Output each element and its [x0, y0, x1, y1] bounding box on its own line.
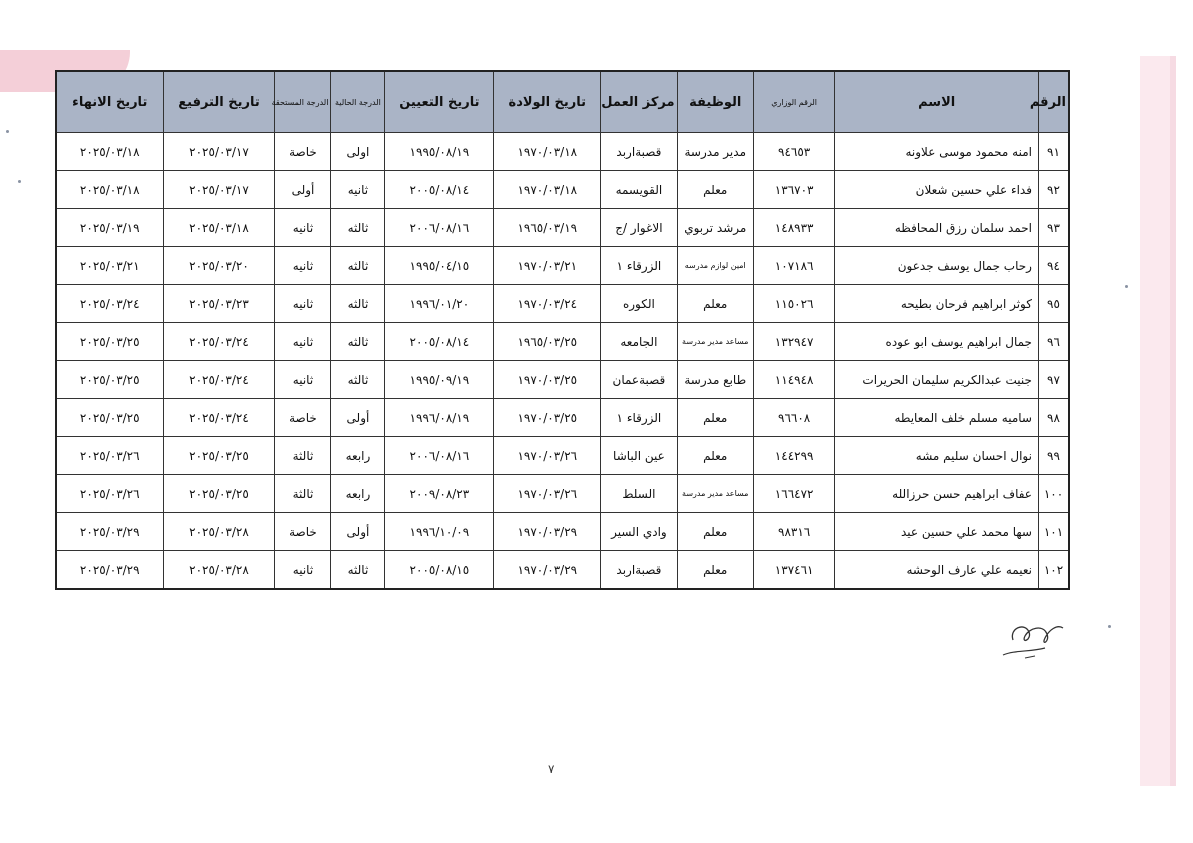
cell-promotion-date: ٢٠٢٥/٠٣/٢٤	[163, 361, 275, 399]
cell-birth-date: ١٩٧٠/٠٣/٢٤	[494, 285, 601, 323]
cell-end-date: ٢٠٢٥/٠٣/٢٥	[56, 361, 163, 399]
cell-appointment-date: ١٩٩٥/٠٤/١٥	[385, 247, 494, 285]
cell-row-number: ١٠٢	[1038, 551, 1069, 590]
table-row	[56, 323, 1069, 361]
cell-employee-name: رحاب جمال يوسف جدعون	[835, 247, 1039, 285]
cell-row-number: ٩٩	[1038, 437, 1069, 475]
header-end-date: تاريخ الانهاء	[56, 71, 163, 133]
cell-job-title: طابع مدرسة	[677, 361, 753, 399]
cell-job-title: معلم	[677, 513, 753, 551]
speck	[1108, 625, 1111, 628]
cell-employee-name: عفاف ابراهيم حسن حرزالله	[835, 475, 1039, 513]
cell-end-date: ٢٠٢٥/٠٣/٢٦	[56, 437, 163, 475]
cell-employee-name: جنيت عبدالكريم سليمان الحريرات	[835, 361, 1039, 399]
cell-appointment-date: ٢٠٠٥/٠٨/١٤	[385, 171, 494, 209]
cell-work-center: قصبةعمان	[601, 361, 677, 399]
cell-due-grade: ثانيه	[275, 285, 331, 323]
cell-due-grade: ثانيه	[275, 247, 331, 285]
cell-promotion-date: ٢٠٢٥/٠٣/٢٥	[163, 437, 275, 475]
cell-current-grade: ثالثه	[331, 323, 385, 361]
cell-current-grade: ثالثه	[331, 247, 385, 285]
cell-appointment-date: ٢٠٠٩/٠٨/٢٣	[385, 475, 494, 513]
cell-birth-date: ١٩٧٠/٠٣/٢٥	[494, 361, 601, 399]
cell-ministry-number: ١١٥٠٢٦	[753, 285, 834, 323]
cell-due-grade: ثانيه	[275, 209, 331, 247]
table-row	[56, 399, 1069, 437]
cell-promotion-date: ٢٠٢٥/٠٣/٢٨	[163, 551, 275, 590]
cell-due-grade: أولى	[275, 171, 331, 209]
cell-end-date: ٢٠٢٥/٠٣/١٩	[56, 209, 163, 247]
cell-appointment-date: ١٩٩٦/١٠/٠٩	[385, 513, 494, 551]
cell-due-grade: ثانيه	[275, 551, 331, 590]
cell-job-title: معلم	[677, 285, 753, 323]
cell-ministry-number: ١٦٦٤٧٢	[753, 475, 834, 513]
table-row	[56, 361, 1069, 399]
cell-job-title: مساعد مدير مدرسة	[677, 323, 753, 361]
cell-end-date: ٢٠٢٥/٠٣/٢٩	[56, 551, 163, 590]
cell-promotion-date: ٢٠٢٥/٠٣/٢٥	[163, 475, 275, 513]
cell-employee-name: كوثر ابراهيم فرحان بطيحه	[835, 285, 1039, 323]
cell-row-number: ٩١	[1038, 133, 1069, 171]
cell-ministry-number: ١٤٨٩٣٣	[753, 209, 834, 247]
cell-appointment-date: ٢٠٠٥/٠٨/١٥	[385, 551, 494, 590]
cell-birth-date: ١٩٧٠/٠٣/٢٥	[494, 399, 601, 437]
cell-work-center: الكوره	[601, 285, 677, 323]
cell-row-number: ٩٤	[1038, 247, 1069, 285]
cell-job-title: مرشد تربوي	[677, 209, 753, 247]
cell-promotion-date: ٢٠٢٥/٠٣/٢٨	[163, 513, 275, 551]
cell-work-center: الزرقاء ١	[601, 247, 677, 285]
cell-ministry-number: ١٣٢٩٤٧	[753, 323, 834, 361]
cell-work-center: عين الباشا	[601, 437, 677, 475]
cell-appointment-date: ١٩٩٥/٠٨/١٩	[385, 133, 494, 171]
cell-end-date: ٢٠٢٥/٠٣/٢٦	[56, 475, 163, 513]
cell-promotion-date: ٢٠٢٥/٠٣/٢٤	[163, 323, 275, 361]
table-row	[56, 209, 1069, 247]
cell-work-center: قصبةاربد	[601, 133, 677, 171]
cell-employee-name: جمال ابراهيم يوسف ابو عوده	[835, 323, 1039, 361]
cell-promotion-date: ٢٠٢٥/٠٣/٢٤	[163, 399, 275, 437]
cell-current-grade: ثانيه	[331, 171, 385, 209]
cell-appointment-date: ٢٠٠٦/٠٨/١٦	[385, 437, 494, 475]
cell-end-date: ٢٠٢٥/٠٣/١٨	[56, 133, 163, 171]
cell-ministry-number: ٩٨٣١٦	[753, 513, 834, 551]
cell-appointment-date: ١٩٩٥/٠٩/١٩	[385, 361, 494, 399]
cell-end-date: ٢٠٢٥/٠٣/٢٥	[56, 399, 163, 437]
table-row	[56, 285, 1069, 323]
cell-due-grade: ثانيه	[275, 323, 331, 361]
cell-birth-date: ١٩٧٠/٠٣/١٨	[494, 133, 601, 171]
cell-employee-name: احمد سلمان رزق المحافظه	[835, 209, 1039, 247]
cell-promotion-date: ٢٠٢٥/٠٣/١٧	[163, 171, 275, 209]
header-ministry-number: الرقم الوزاري	[753, 71, 834, 133]
cell-row-number: ٩٢	[1038, 171, 1069, 209]
cell-current-grade: أولى	[331, 513, 385, 551]
cell-current-grade: رابعه	[331, 475, 385, 513]
table-row	[56, 171, 1069, 209]
header-birth-date: تاريخ الولادة	[494, 71, 601, 133]
cell-row-number: ٩٨	[1038, 399, 1069, 437]
cell-row-number: ٩٥	[1038, 285, 1069, 323]
cell-appointment-date: ٢٠٠٥/٠٨/١٤	[385, 323, 494, 361]
cell-work-center: وادي السير	[601, 513, 677, 551]
cell-ministry-number: ٩٤٦٥٣	[753, 133, 834, 171]
header-name: الاسم	[835, 71, 1039, 133]
cell-current-grade: ثالثه	[331, 285, 385, 323]
cell-job-title: معلم	[677, 437, 753, 475]
cell-job-title: معلم	[677, 399, 753, 437]
cell-birth-date: ١٩٧٠/٠٣/٢١	[494, 247, 601, 285]
cell-due-grade: ثالثة	[275, 475, 331, 513]
employees-table	[55, 70, 1070, 590]
page-edge-strip	[1140, 56, 1170, 786]
cell-current-grade: اولى	[331, 133, 385, 171]
cell-row-number: ٩٧	[1038, 361, 1069, 399]
cell-current-grade: ثالثه	[331, 551, 385, 590]
cell-current-grade: ثالثه	[331, 209, 385, 247]
cell-row-number: ١٠١	[1038, 513, 1069, 551]
speck	[18, 180, 21, 183]
cell-due-grade: ثانيه	[275, 361, 331, 399]
table-header-row	[56, 71, 1069, 133]
cell-appointment-date: ٢٠٠٦/٠٨/١٦	[385, 209, 494, 247]
cell-birth-date: ١٩٦٥/٠٣/٢٥	[494, 323, 601, 361]
table-row	[56, 513, 1069, 551]
cell-birth-date: ١٩٧٠/٠٣/١٨	[494, 171, 601, 209]
cell-current-grade: أولى	[331, 399, 385, 437]
cell-due-grade: خاصة	[275, 133, 331, 171]
header-number: الرقم	[1038, 71, 1069, 133]
cell-job-title: مساعد مدير مدرسة	[677, 475, 753, 513]
cell-promotion-date: ٢٠٢٥/٠٣/٢٣	[163, 285, 275, 323]
cell-employee-name: امنه محمود موسى علاونه	[835, 133, 1039, 171]
table-row	[56, 133, 1069, 171]
cell-row-number: ٩٣	[1038, 209, 1069, 247]
cell-end-date: ٢٠٢٥/٠٣/٢٩	[56, 513, 163, 551]
cell-promotion-date: ٢٠٢٥/٠٣/١٧	[163, 133, 275, 171]
handwritten-signature	[995, 610, 1085, 670]
cell-due-grade: خاصة	[275, 513, 331, 551]
header-appointment-date: تاريخ التعيين	[385, 71, 494, 133]
cell-ministry-number: ١٣٦٧٠٣	[753, 171, 834, 209]
page-edge-strip-shadow	[1170, 56, 1176, 786]
cell-birth-date: ١٩٦٥/٠٣/١٩	[494, 209, 601, 247]
cell-appointment-date: ١٩٩٦/٠٨/١٩	[385, 399, 494, 437]
cell-promotion-date: ٢٠٢٥/٠٣/٢٠	[163, 247, 275, 285]
cell-employee-name: سها محمد علي حسين عيد	[835, 513, 1039, 551]
header-job: الوظيفة	[677, 71, 753, 133]
cell-employee-name: نوال احسان سليم مشه	[835, 437, 1039, 475]
cell-work-center: الجامعه	[601, 323, 677, 361]
table-row	[56, 551, 1069, 590]
cell-due-grade: ثالثة	[275, 437, 331, 475]
cell-birth-date: ١٩٧٠/٠٣/٢٦	[494, 475, 601, 513]
cell-work-center: السلط	[601, 475, 677, 513]
table-row	[56, 475, 1069, 513]
cell-row-number: ٩٦	[1038, 323, 1069, 361]
page-number: ٧	[548, 762, 555, 776]
cell-employee-name: ساميه مسلم خلف المعايطه	[835, 399, 1039, 437]
cell-ministry-number: ١٣٧٤٦١	[753, 551, 834, 590]
cell-job-title: امين لوازم مدرسه	[677, 247, 753, 285]
cell-job-title: معلم	[677, 171, 753, 209]
header-current-grade: الدرجة الحالية	[331, 71, 385, 133]
cell-end-date: ٢٠٢٥/٠٣/٢٤	[56, 285, 163, 323]
cell-appointment-date: ١٩٩٦/٠١/٢٠	[385, 285, 494, 323]
speck	[6, 130, 9, 133]
cell-ministry-number: ١٠٧١٨٦	[753, 247, 834, 285]
cell-work-center: الزرقاء ١	[601, 399, 677, 437]
cell-work-center: الاغوار /ج	[601, 209, 677, 247]
cell-due-grade: خاصة	[275, 399, 331, 437]
header-promotion-date: تاريخ الترفيع	[163, 71, 275, 133]
cell-current-grade: ثالثه	[331, 361, 385, 399]
cell-end-date: ٢٠٢٥/٠٣/٢١	[56, 247, 163, 285]
cell-ministry-number: ١١٤٩٤٨	[753, 361, 834, 399]
table-row	[56, 247, 1069, 285]
cell-birth-date: ١٩٧٠/٠٣/٢٩	[494, 513, 601, 551]
cell-work-center: القويسمه	[601, 171, 677, 209]
bottom-margin	[0, 786, 1193, 843]
cell-promotion-date: ٢٠٢٥/٠٣/١٨	[163, 209, 275, 247]
cell-job-title: معلم	[677, 551, 753, 590]
header-due-grade: الدرجة المستحقة	[275, 71, 331, 133]
cell-employee-name: نعيمه علي عارف الوحشه	[835, 551, 1039, 590]
cell-birth-date: ١٩٧٠/٠٣/٢٦	[494, 437, 601, 475]
cell-end-date: ٢٠٢٥/٠٣/٢٥	[56, 323, 163, 361]
speck	[1125, 285, 1128, 288]
cell-birth-date: ١٩٧٠/٠٣/٢٩	[494, 551, 601, 590]
cell-ministry-number: ٩٦٦٠٨	[753, 399, 834, 437]
cell-employee-name: فداء علي حسين شعلان	[835, 171, 1039, 209]
cell-ministry-number: ١٤٤٢٩٩	[753, 437, 834, 475]
header-work-center: مركز العمل	[601, 71, 677, 133]
cell-row-number: ١٠٠	[1038, 475, 1069, 513]
cell-job-title: مدير مدرسة	[677, 133, 753, 171]
cell-work-center: قصبةاربد	[601, 551, 677, 590]
cell-current-grade: رابعه	[331, 437, 385, 475]
table-row	[56, 437, 1069, 475]
cell-end-date: ٢٠٢٥/٠٣/١٨	[56, 171, 163, 209]
